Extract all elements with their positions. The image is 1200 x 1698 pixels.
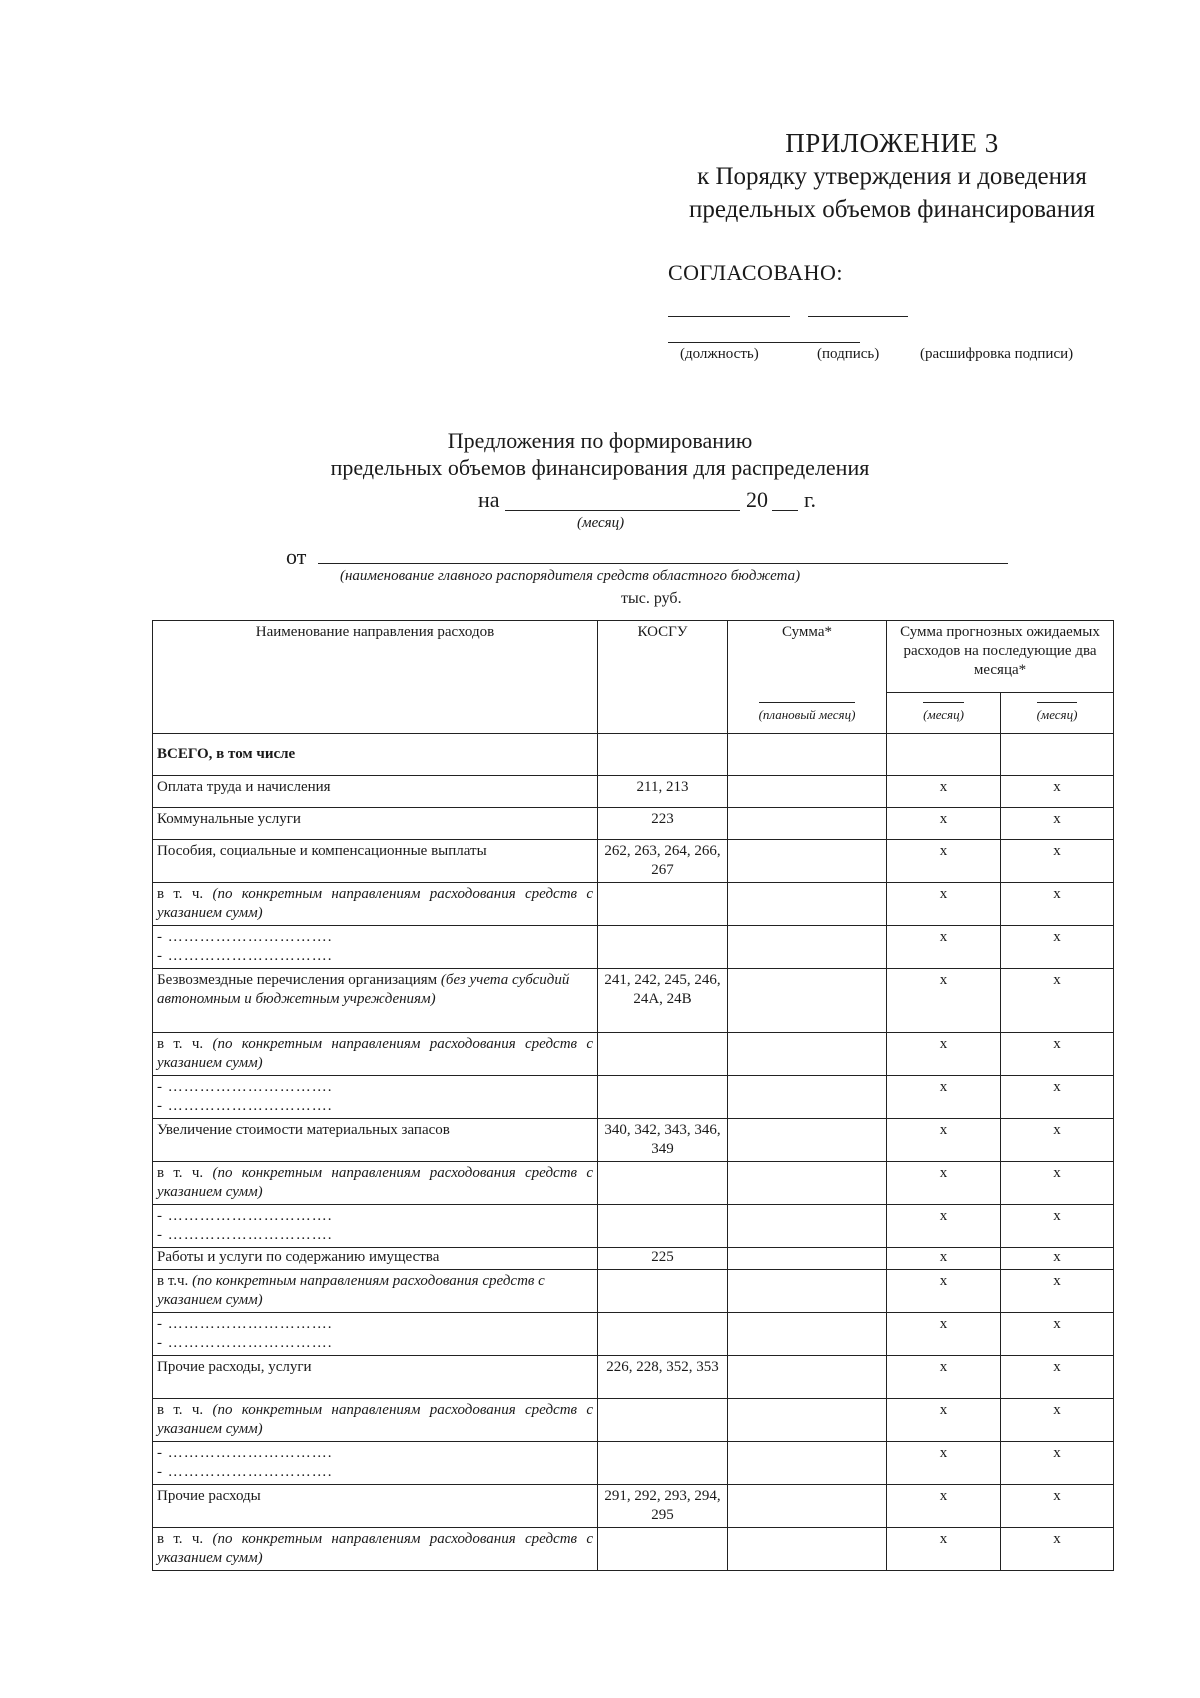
including-note: (по конкретным направлениям расходования средств с указанием сумм) — [157, 1402, 593, 1437]
x-mark: x — [1001, 926, 1114, 969]
year-blank-line — [772, 510, 798, 511]
row-name: Прочие расходы, услуги — [153, 1356, 598, 1399]
month-hint: (месяц) — [577, 515, 625, 531]
x-mark: x — [887, 1442, 1001, 1485]
table-row — [153, 1485, 1114, 1528]
row-name: Увеличение стоимости материальных запасов — [153, 1119, 598, 1162]
header-sum: Сумма* — [728, 621, 887, 693]
x-mark: x — [887, 883, 1001, 926]
x-mark: x — [1001, 840, 1114, 883]
table-row-including — [153, 1399, 1114, 1442]
including-prefix: в т. ч. — [157, 1531, 204, 1547]
year-suffix: г. — [804, 487, 817, 512]
x-mark: x — [887, 1248, 1001, 1270]
x-mark: x — [1001, 1442, 1114, 1485]
x-mark: x — [887, 926, 1001, 969]
header-plan-month: (плановый месяц) — [759, 702, 856, 724]
agreed-label: СОГЛАСОВАНО: — [668, 260, 843, 285]
x-mark: x — [887, 1528, 1001, 1571]
row-kosgu: 223 — [598, 808, 728, 840]
x-mark: x — [887, 1485, 1001, 1528]
including-note: (по конкретным направлениям расходования средств с указанием сумм) — [157, 1531, 593, 1566]
x-mark: x — [887, 808, 1001, 840]
header-kosgu: КОСГУ — [598, 621, 728, 734]
including-note: (по конкретным направлениям расходования средств с указанием сумм) — [157, 1273, 545, 1308]
table-row — [153, 1119, 1114, 1162]
dots-line: - …………………………. — [157, 1227, 333, 1243]
including-prefix: в т.ч. — [157, 1273, 189, 1289]
table-row-dots — [153, 1442, 1114, 1485]
row-kosgu: 211, 213 — [598, 776, 728, 808]
row-name: Работы и услуги по содержанию имущества — [153, 1248, 598, 1270]
table-row — [153, 840, 1114, 883]
table-row-total — [153, 734, 1114, 776]
x-mark: x — [1001, 1162, 1114, 1205]
sign-label-position: (должность) — [680, 346, 759, 362]
table-row — [153, 969, 1114, 1033]
x-mark: x — [887, 1205, 1001, 1248]
x-mark: x — [887, 1162, 1001, 1205]
x-mark: x — [1001, 1270, 1114, 1313]
month-blank-line — [505, 510, 740, 511]
table-row — [153, 1248, 1114, 1270]
dots-line: - …………………………. — [157, 1445, 333, 1461]
row-name: Коммунальные услуги — [153, 808, 598, 840]
dots-line: - …………………………. — [157, 1464, 333, 1480]
document-title-line2: предельных объемов финансирования для распределения — [330, 455, 870, 480]
x-mark: x — [1001, 1356, 1114, 1399]
dots-line: - …………………………. — [157, 929, 333, 945]
table-row-including — [153, 1528, 1114, 1571]
row-kosgu: 226, 228, 352, 353 — [598, 1356, 728, 1399]
signature-line-decoding — [668, 342, 860, 343]
total-label: ВСЕГО, в том числе — [153, 734, 598, 776]
x-mark: x — [887, 1076, 1001, 1119]
x-mark: x — [887, 969, 1001, 1033]
table-row-including — [153, 1162, 1114, 1205]
x-mark: x — [1001, 1248, 1114, 1270]
x-mark: x — [887, 1119, 1001, 1162]
header-month1: (месяц) — [923, 702, 964, 724]
x-mark: x — [1001, 969, 1114, 1033]
x-mark: x — [1001, 1033, 1114, 1076]
row-kosgu: 262, 263, 264, 266, 267 — [598, 840, 728, 883]
row-kosgu: 241, 242, 245, 246, 24А, 24В — [598, 969, 728, 1033]
table-row-dots — [153, 1076, 1114, 1119]
including-prefix: в т. ч. — [157, 1165, 204, 1181]
x-mark: x — [887, 1033, 1001, 1076]
row-name-note: (без учета субсидий автономным и бюджетным учреждениям) — [157, 972, 570, 1007]
appendix-subtitle-line2: предельных объемов финансирования — [689, 196, 1095, 223]
from-blank-line — [318, 563, 1008, 564]
x-mark: x — [1001, 1076, 1114, 1119]
including-prefix: в т. ч. — [157, 1402, 204, 1418]
dots-line: - …………………………. — [157, 1079, 333, 1095]
row-name: Оплата труда и начисления — [153, 776, 598, 808]
units-label: тыс. руб. — [621, 590, 682, 607]
month-prefix: на — [478, 487, 500, 512]
document-title-line1: Предложения по формированию — [447, 428, 753, 453]
dots-line: - …………………………. — [157, 1098, 333, 1114]
row-kosgu: 291, 292, 293, 294, 295 — [598, 1485, 728, 1528]
table-row-dots — [153, 926, 1114, 969]
x-mark: x — [887, 1356, 1001, 1399]
table-row-including — [153, 1270, 1114, 1313]
x-mark: x — [887, 1313, 1001, 1356]
from-hint: (наименование главного распорядителя средств областного бюджета) — [340, 568, 801, 584]
including-prefix: в т. ч. — [157, 886, 204, 902]
row-name: Безвозмездные перечисления организациям — [157, 972, 438, 988]
including-note: (по конкретным направлениям расходования средств с указанием сумм) — [157, 886, 593, 921]
sign-label-decoding: (расшифровка подписи) — [920, 346, 1074, 362]
x-mark: x — [1001, 808, 1114, 840]
table-row — [153, 776, 1114, 808]
table-row — [153, 808, 1114, 840]
row-kosgu: 340, 342, 343, 346, 349 — [598, 1119, 728, 1162]
x-mark: x — [1001, 1485, 1114, 1528]
appendix-subtitle-line1: к Порядку утверждения и доведения — [697, 163, 1087, 190]
table-row-dots — [153, 1313, 1114, 1356]
from-label: от — [286, 544, 307, 569]
dots-line: - …………………………. — [157, 1335, 333, 1351]
x-mark: x — [1001, 883, 1114, 926]
including-note: (по конкретным направлениям расходования средств с указанием сумм) — [157, 1036, 593, 1071]
including-note: (по конкретным направлениям расходования средств с указанием сумм) — [157, 1165, 593, 1200]
x-mark: x — [887, 840, 1001, 883]
x-mark: x — [1001, 1205, 1114, 1248]
row-name: Прочие расходы — [153, 1485, 598, 1528]
x-mark: x — [887, 1270, 1001, 1313]
x-mark: x — [1001, 1399, 1114, 1442]
x-mark: x — [887, 776, 1001, 808]
table-row — [153, 1356, 1114, 1399]
financing-table — [152, 620, 1114, 1571]
x-mark: x — [1001, 776, 1114, 808]
header-name: Наименование направления расходов — [153, 621, 598, 734]
row-name: Пособия, социальные и компенсационные выплаты — [153, 840, 598, 883]
appendix-title: ПРИЛОЖЕНИЕ 3 — [785, 128, 999, 158]
x-mark: x — [1001, 1119, 1114, 1162]
signature-line-signature — [808, 316, 908, 317]
dots-line: - …………………………. — [157, 948, 333, 964]
dots-line: - …………………………. — [157, 1208, 333, 1224]
dots-line: - …………………………. — [157, 1316, 333, 1332]
row-kosgu: 225 — [598, 1248, 728, 1270]
year-prefix: 20 — [746, 487, 768, 512]
x-mark: x — [1001, 1313, 1114, 1356]
header-month2: (месяц) — [1037, 702, 1078, 724]
header-forecast: Сумма прогнозных ожидаемых расходов на последующие два месяца* — [887, 621, 1114, 693]
table-row-including — [153, 883, 1114, 926]
including-prefix: в т. ч. — [157, 1036, 204, 1052]
x-mark: x — [887, 1399, 1001, 1442]
table-row-including — [153, 1033, 1114, 1076]
sign-label-signature: (подпись) — [817, 346, 880, 362]
x-mark: x — [1001, 1528, 1114, 1571]
table-row-dots — [153, 1205, 1114, 1248]
signature-line-position — [668, 316, 790, 317]
